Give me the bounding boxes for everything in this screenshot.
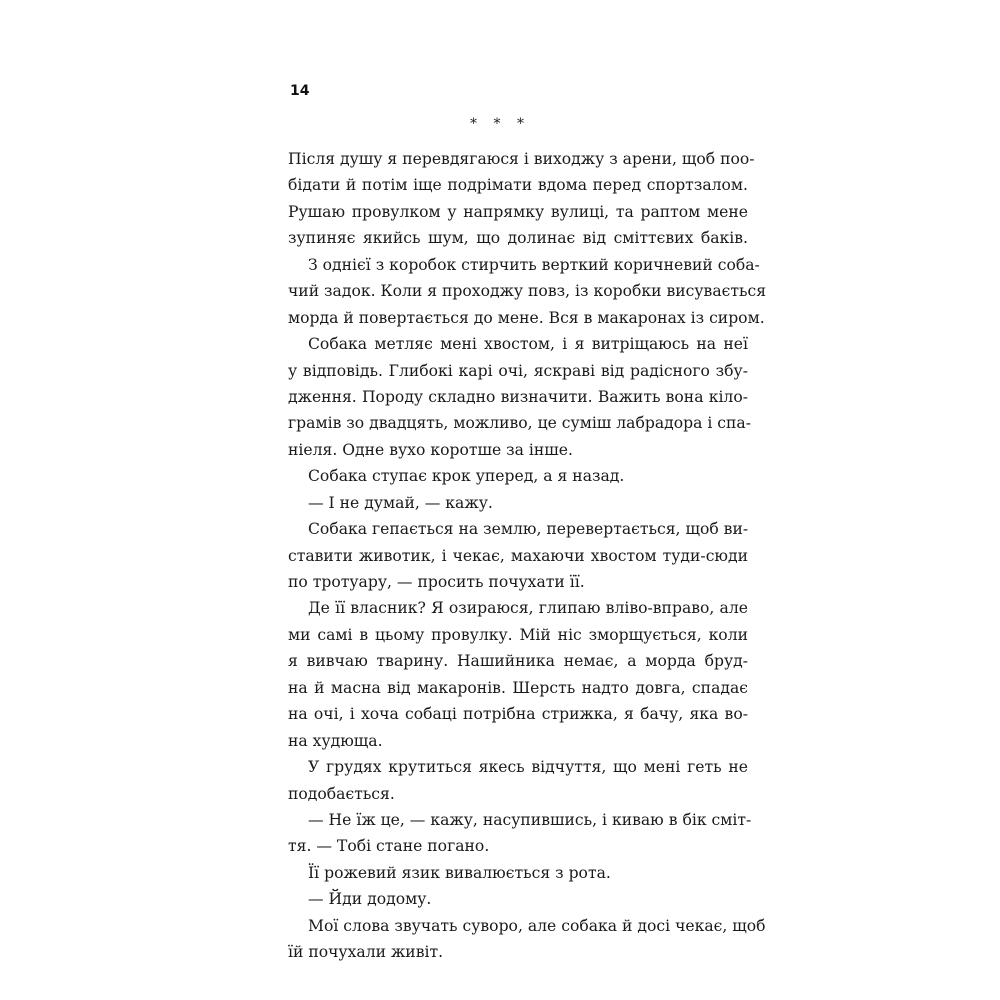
text-line: Собака метляє мені хвостом, і я витріщаюсь на неї bbox=[308, 335, 748, 354]
text-line: Де її власник? Я озираюся, глипаю вліво-вправо, але bbox=[308, 599, 748, 618]
text-line: ніеля. Одне вухо коротше за інше. bbox=[288, 440, 573, 459]
text-line: дження. Породу складно визначити. Важить вона кіло- bbox=[288, 387, 748, 406]
text-line: бідати й потім іще подрімати вдома перед спортзалом. bbox=[288, 176, 748, 195]
text-line: чий задок. Коли я проходжу повз, із коробки висувається bbox=[288, 282, 767, 301]
text-line: на худюща. bbox=[288, 731, 383, 750]
text-line: на й масна від макаронів. Шерсть надто довга, спадає bbox=[288, 678, 748, 697]
body-text bbox=[288, 146, 767, 966]
text-line: тя. — Тобі стане погано. bbox=[288, 837, 490, 856]
text-line: по тротуару, — просить почухати її. bbox=[288, 573, 585, 591]
text-line: З однієї з коробок стирчить верткий коричневий соба- bbox=[308, 255, 760, 274]
text-line: У грудях крутиться якесь відчуття, що мені геть не bbox=[308, 758, 748, 777]
text-line: морда й повертається до мене. Вся в макаронах із сиром. bbox=[288, 308, 765, 327]
page-number: 14 bbox=[290, 83, 310, 99]
text-line: Після душу я перевдягаюся і виходжу з арени, щоб поо- bbox=[288, 150, 755, 168]
text-line: — Не їж це, — кажу, насупившись, і киваю в бік сміт- bbox=[308, 810, 752, 829]
text-line: у відповідь. Глибокі карі очі, яскраві від радісного збу- bbox=[288, 361, 748, 380]
text-line: ми самі в цьому провулку. Мій ніс зморщується, коли bbox=[288, 625, 748, 644]
text-line: грамів зо двадцять, можливо, це суміш лабрадора і спа- bbox=[288, 414, 751, 433]
text-line: Собака ступає крок уперед, а я назад. bbox=[308, 467, 625, 486]
text-line: я вивчаю тварину. Нашийника немає, а морда бруд- bbox=[288, 652, 748, 671]
text-line: на очі, і хоча собаці потрібна стрижка, я бачу, яка во- bbox=[288, 705, 748, 724]
text-line: їй почухали живіт. bbox=[288, 943, 444, 962]
text-line: Собака гепається на землю, перевертається, щоб ви- bbox=[308, 520, 749, 539]
text-line: — І не думай, — кажу. bbox=[308, 493, 493, 512]
text-line: Рушаю провулком у напрямку вулиці, та раптом мене bbox=[288, 202, 748, 221]
text-line: подобається. bbox=[288, 784, 395, 803]
text-line: зупиняє якийсь шум, що долинає від сміттєвих баків. bbox=[288, 229, 748, 248]
section-separator: * * * bbox=[470, 116, 530, 132]
text-line: Її рожевий язик вивалюється з рота. bbox=[308, 863, 611, 882]
text-line: Мої слова звучать суворо, але собака й досі чекає, щоб bbox=[308, 916, 766, 935]
text-line: ставити животик, і чекає, махаючи хвостом туди-сюди bbox=[288, 546, 748, 565]
text-line: — Йди додому. bbox=[308, 890, 432, 909]
